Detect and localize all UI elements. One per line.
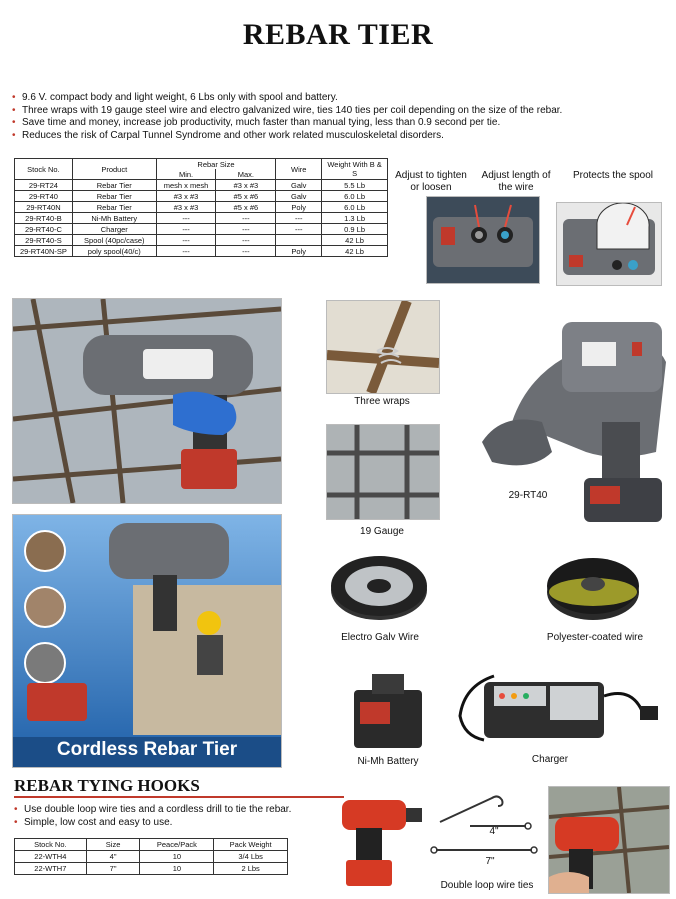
label-len-7: 7" [485, 856, 495, 867]
tool-in-use-image [13, 299, 281, 503]
poly-spool [544, 548, 642, 622]
cordless-banner [12, 514, 282, 768]
hooks-cell: 10 [140, 851, 214, 863]
spec-cell: --- [276, 213, 322, 224]
hooks-col-weight: Pack Weight [214, 839, 288, 851]
spool-cover-image [557, 203, 661, 285]
caption-poly-wire: Polyester-coated wire [546, 632, 644, 643]
caption-three-wraps: Three wraps [354, 396, 410, 407]
spec-row [15, 235, 388, 246]
spec-cell: Galv [276, 180, 322, 191]
spec-col-wire: Wire [276, 159, 322, 180]
controls-closeup-image [427, 197, 539, 283]
spec-cell: Ni-Mh Battery [72, 213, 156, 224]
spec-cell: 6.0 Lb [322, 202, 388, 213]
hooks-section-title: REBAR TYING HOOKS [14, 776, 200, 795]
spec-cell: 29-RT40-S [15, 235, 73, 246]
hooks-col-pack: Peace/Pack [140, 839, 214, 851]
spec-header-row [15, 159, 388, 170]
gauge-image [327, 425, 439, 519]
hooks-header-row [15, 839, 288, 851]
caption-battery: Ni-Mh Battery [357, 756, 419, 767]
hooks-feature-item: • Simple, low cost and easy to use. [14, 817, 291, 830]
hook-drawing [430, 792, 540, 886]
hooks-diagram [430, 792, 540, 886]
spec-cell: Rebar Tier [72, 191, 156, 202]
spec-col-product: Product [72, 159, 156, 180]
feature-item: • Three wraps with 19 gauge steel wire and electro galvanized wire, ties 140 ties per coil depending on the size of the rebar. [12, 105, 562, 118]
drill-photo [336, 790, 426, 890]
caption-electro-galv: Electro Galv Wire [341, 632, 419, 643]
hooks-cell: 10 [140, 863, 214, 875]
feature-list [12, 92, 562, 142]
spec-cell: 29-RT40N-SP [15, 246, 73, 257]
spec-cell [276, 235, 322, 246]
spec-cell: 42 Lb [322, 246, 388, 257]
electro-galv-spool-image [328, 548, 430, 622]
spec-row [15, 191, 388, 202]
spec-cell: --- [216, 224, 276, 235]
spec-cell: 1.3 Lb [322, 213, 388, 224]
spec-cell: #5 x #6 [216, 191, 276, 202]
spec-cell: #3 x #3 [216, 180, 276, 191]
spec-cell: Rebar Tier [72, 180, 156, 191]
spec-cell: --- [156, 235, 216, 246]
spec-cell: --- [216, 213, 276, 224]
spec-cell: Galv [276, 191, 322, 202]
hooks-row [15, 863, 288, 875]
spec-cell: 42 Lb [322, 235, 388, 246]
spec-col-stock: Stock No. [15, 159, 73, 180]
caption-model: 29-RT40 [508, 490, 548, 501]
spec-col-max: Max. [216, 169, 276, 180]
spec-cell: --- [156, 224, 216, 235]
three-wraps-photo [326, 300, 440, 394]
spec-cell: #3 x #3 [156, 202, 216, 213]
hooks-title-rule [14, 796, 344, 798]
spec-cell: Poly [276, 202, 322, 213]
spec-cell: 29-RT40-B [15, 213, 73, 224]
feature-item: • Reduces the risk of Carpal Tunnel Syndrome and other work related musculoskeletal disorders. [12, 130, 562, 143]
hooks-col-size: Size [86, 839, 140, 851]
hooks-cell: 4" [86, 851, 140, 863]
spool-cover-photo [556, 202, 662, 286]
battery-photo [350, 668, 426, 750]
spec-cell: Rebar Tier [72, 202, 156, 213]
spec-cell: --- [276, 224, 322, 235]
label-len-4: 4" [489, 826, 499, 837]
feature-item: • Save time and money, increase job productivity, much faster than manual tying, less than 0.9 second per tie. [12, 117, 562, 130]
spec-table [14, 158, 388, 257]
spec-cell: 29-RT40 [15, 191, 73, 202]
spec-cell: Charger [72, 224, 156, 235]
spec-cell: --- [216, 246, 276, 257]
caption-double-loop: Double loop wire ties [440, 880, 534, 891]
spec-row [15, 224, 388, 235]
electro-galv-spool [328, 548, 430, 622]
hooks-feature-list [14, 804, 291, 829]
spec-cell: #5 x #6 [216, 202, 276, 213]
feature-item: • 9.6 V. compact body and light weight, 6 Lbs only with spool and battery. [12, 92, 562, 105]
hooks-feature-item: • Use double loop wire ties and a cordless drill to tie the rebar. [14, 804, 291, 817]
callout-adjust-tighten: Adjust to tighten or loosen [395, 170, 467, 193]
charger-photo [454, 656, 664, 746]
spec-cell: 6.0 Lb [322, 191, 388, 202]
spec-row [15, 202, 388, 213]
spec-cell: mesh x mesh [156, 180, 216, 191]
gauge-photo [326, 424, 440, 520]
spec-cell: 29-RT24 [15, 180, 73, 191]
drill-in-use-photo [548, 786, 670, 894]
callout-protects-spool: Protects the spool [572, 170, 654, 181]
spec-col-weight: Weight With B & S [322, 159, 388, 180]
spec-cell: --- [156, 213, 216, 224]
hooks-cell: 22-WTH4 [15, 851, 87, 863]
caption-charger: Charger [531, 754, 569, 765]
spec-cell: 0.9 Lb [322, 224, 388, 235]
spec-cell: Spool (40pc/case) [72, 235, 156, 246]
drill-in-use-image [549, 787, 669, 893]
banner-title: Cordless Rebar Tier [56, 739, 238, 760]
callout-adjust-length: Adjust length of the wire [481, 170, 551, 193]
hooks-cell: 2 Lbs [214, 863, 288, 875]
hooks-row [15, 851, 288, 863]
spec-row [15, 180, 388, 191]
poly-spool-image [544, 548, 642, 622]
cordless-banner-image [13, 515, 281, 767]
spec-cell: poly spool(40/c) [72, 246, 156, 257]
hooks-cell: 22-WTH7 [15, 863, 87, 875]
battery-image [350, 668, 426, 750]
spec-col-min: Min. [156, 169, 216, 180]
hooks-cell: 7" [86, 863, 140, 875]
spec-col-rebar-size: Rebar Size [156, 159, 276, 170]
spec-cell: 5.5 Lb [322, 180, 388, 191]
caption-gauge: 19 Gauge [360, 526, 404, 537]
spec-row [15, 213, 388, 224]
spec-cell: #3 x #3 [156, 191, 216, 202]
controls-closeup-photo [426, 196, 540, 284]
drill-image [336, 790, 426, 890]
spec-cell: --- [216, 235, 276, 246]
hooks-cell: 3/4 Lbs [214, 851, 288, 863]
spec-cell: 29-RT40N [15, 202, 73, 213]
spec-cell: 29-RT40-C [15, 224, 73, 235]
three-wraps-image [327, 301, 439, 393]
spec-cell: --- [156, 246, 216, 257]
spec-row [15, 246, 388, 257]
tool-in-use-photo [12, 298, 282, 504]
hooks-col-stock: Stock No. [15, 839, 87, 851]
page-title: REBAR TIER [242, 18, 434, 51]
spec-cell: Poly [276, 246, 322, 257]
hooks-table [14, 838, 288, 875]
charger-image [454, 656, 664, 746]
